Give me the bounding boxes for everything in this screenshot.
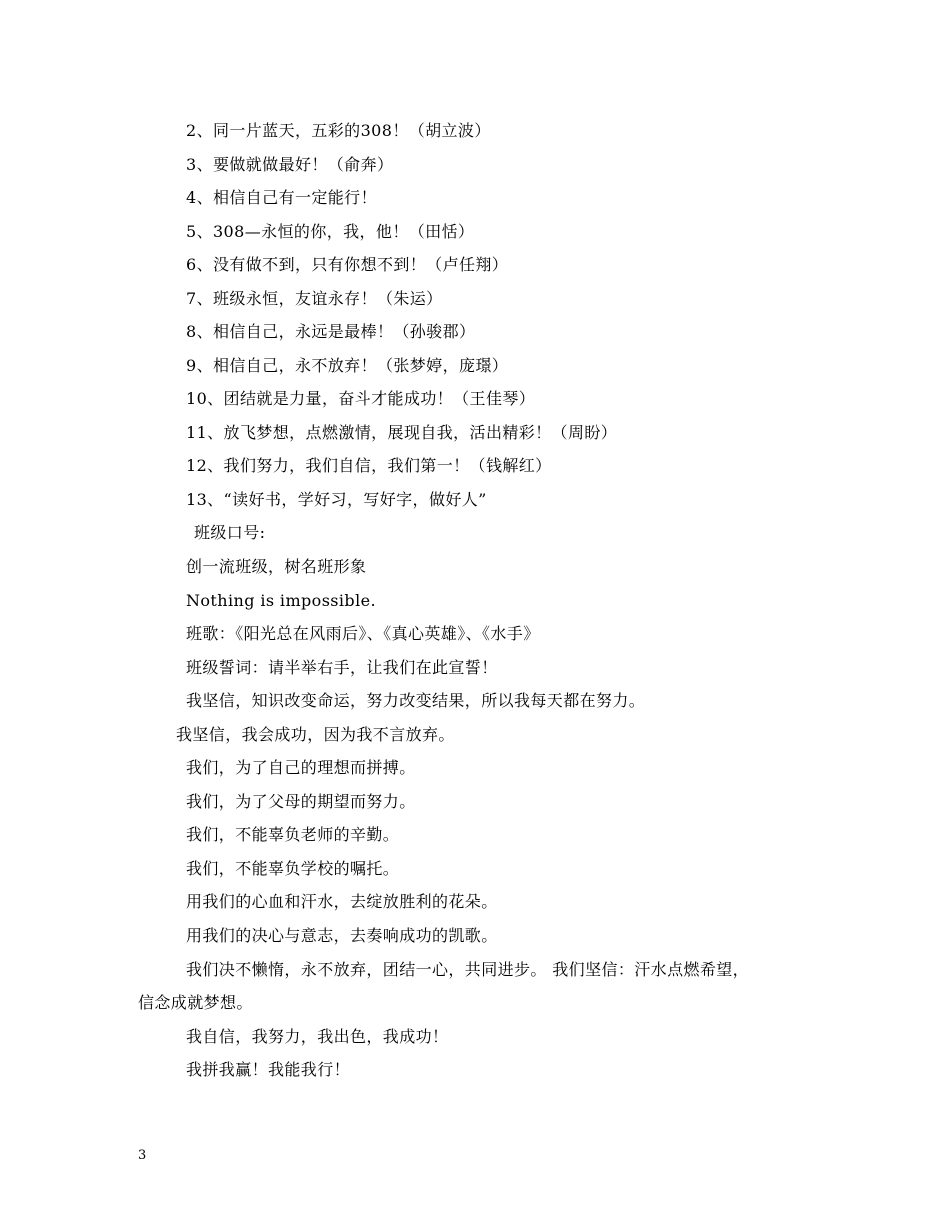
text-line-oath-2: 我坚信，我会成功，因为我不言放弃。	[176, 725, 455, 744]
text-line-slogan-7: 7、班级永恒，友谊永存！（朱运）	[186, 289, 443, 308]
text-line-oath-4: 我们，为了父母的期望而努力。	[186, 792, 416, 811]
text-line-oath-9-continued: 信念成就梦想。	[138, 993, 253, 1012]
text-line-english-motto: Nothing is impossible.	[186, 591, 376, 610]
text-line-oath-1: 我坚信，知识改变命运，努力改变结果，所以我每天都在努力。	[186, 691, 646, 710]
text-line-oath-10: 我自信，我努力，我出色，我成功！	[186, 1027, 449, 1046]
text-line-slogan-9: 9、相信自己，永不放弃！（张梦婷，庞璟）	[186, 356, 509, 375]
text-line-slogan-2: 2、同一片蓝天，五彩的308！（胡立波）	[186, 121, 491, 140]
text-line-oath-11: 我拼我赢！我能我行！	[186, 1060, 351, 1079]
text-line-slogan-11: 11、放飞梦想，点燃激情，展现自我，活出精彩！（周盼）	[186, 423, 618, 442]
text-line-class-songs: 班歌：《阳光总在风雨后》、《真心英雄》、《水手》	[186, 624, 540, 643]
text-line-oath-3: 我们，为了自己的理想而拼搏。	[186, 758, 416, 777]
text-line-slogan-5: 5、308—永恒的你，我，他！（田恬）	[186, 222, 475, 241]
text-line-slogan-12: 12、我们努力，我们自信，我们第一！（钱解红）	[186, 456, 552, 475]
text-line-oath-5: 我们，不能辜负老师的辛勤。	[186, 825, 400, 844]
text-line-slogan-4: 4、相信自己有一定能行！	[186, 188, 377, 207]
section-heading-class-slogan: 班级口号:	[194, 523, 266, 542]
text-line-slogan-3: 3、要做就做最好！（俞奔）	[186, 155, 394, 174]
page-number: 3	[138, 1148, 147, 1163]
text-line-slogan-13: 13、“读好书，学好习，写好字，做好人”	[186, 490, 487, 509]
text-line-oath-7: 用我们的心血和汗水，去绽放胜利的花朵。	[186, 892, 498, 911]
text-line-slogan-10: 10、团结就是力量，奋斗才能成功！（王佳琴）	[186, 389, 536, 408]
text-line-oath-8: 用我们的决心与意志，去奏响成功的凯歌。	[186, 926, 498, 945]
text-line-oath-9: 我们决不懒惰，永不放弃，团结一心，共同进步。 我们坚信：汗水点燃希望，	[186, 960, 750, 979]
text-line-slogan-6: 6、没有做不到，只有你想不到！（卢任翔）	[186, 255, 509, 274]
text-line-oath-6: 我们，不能辜负学校的嘱托。	[186, 859, 400, 878]
text-line-class-slogan: 创一流班级，树名班形象	[186, 557, 367, 576]
text-line-class-oath-intro: 班级誓词：请半举右手，让我们在此宣誓！	[186, 658, 498, 677]
text-line-slogan-8: 8、相信自己，永远是最棒！（孙骏郡）	[186, 322, 476, 341]
